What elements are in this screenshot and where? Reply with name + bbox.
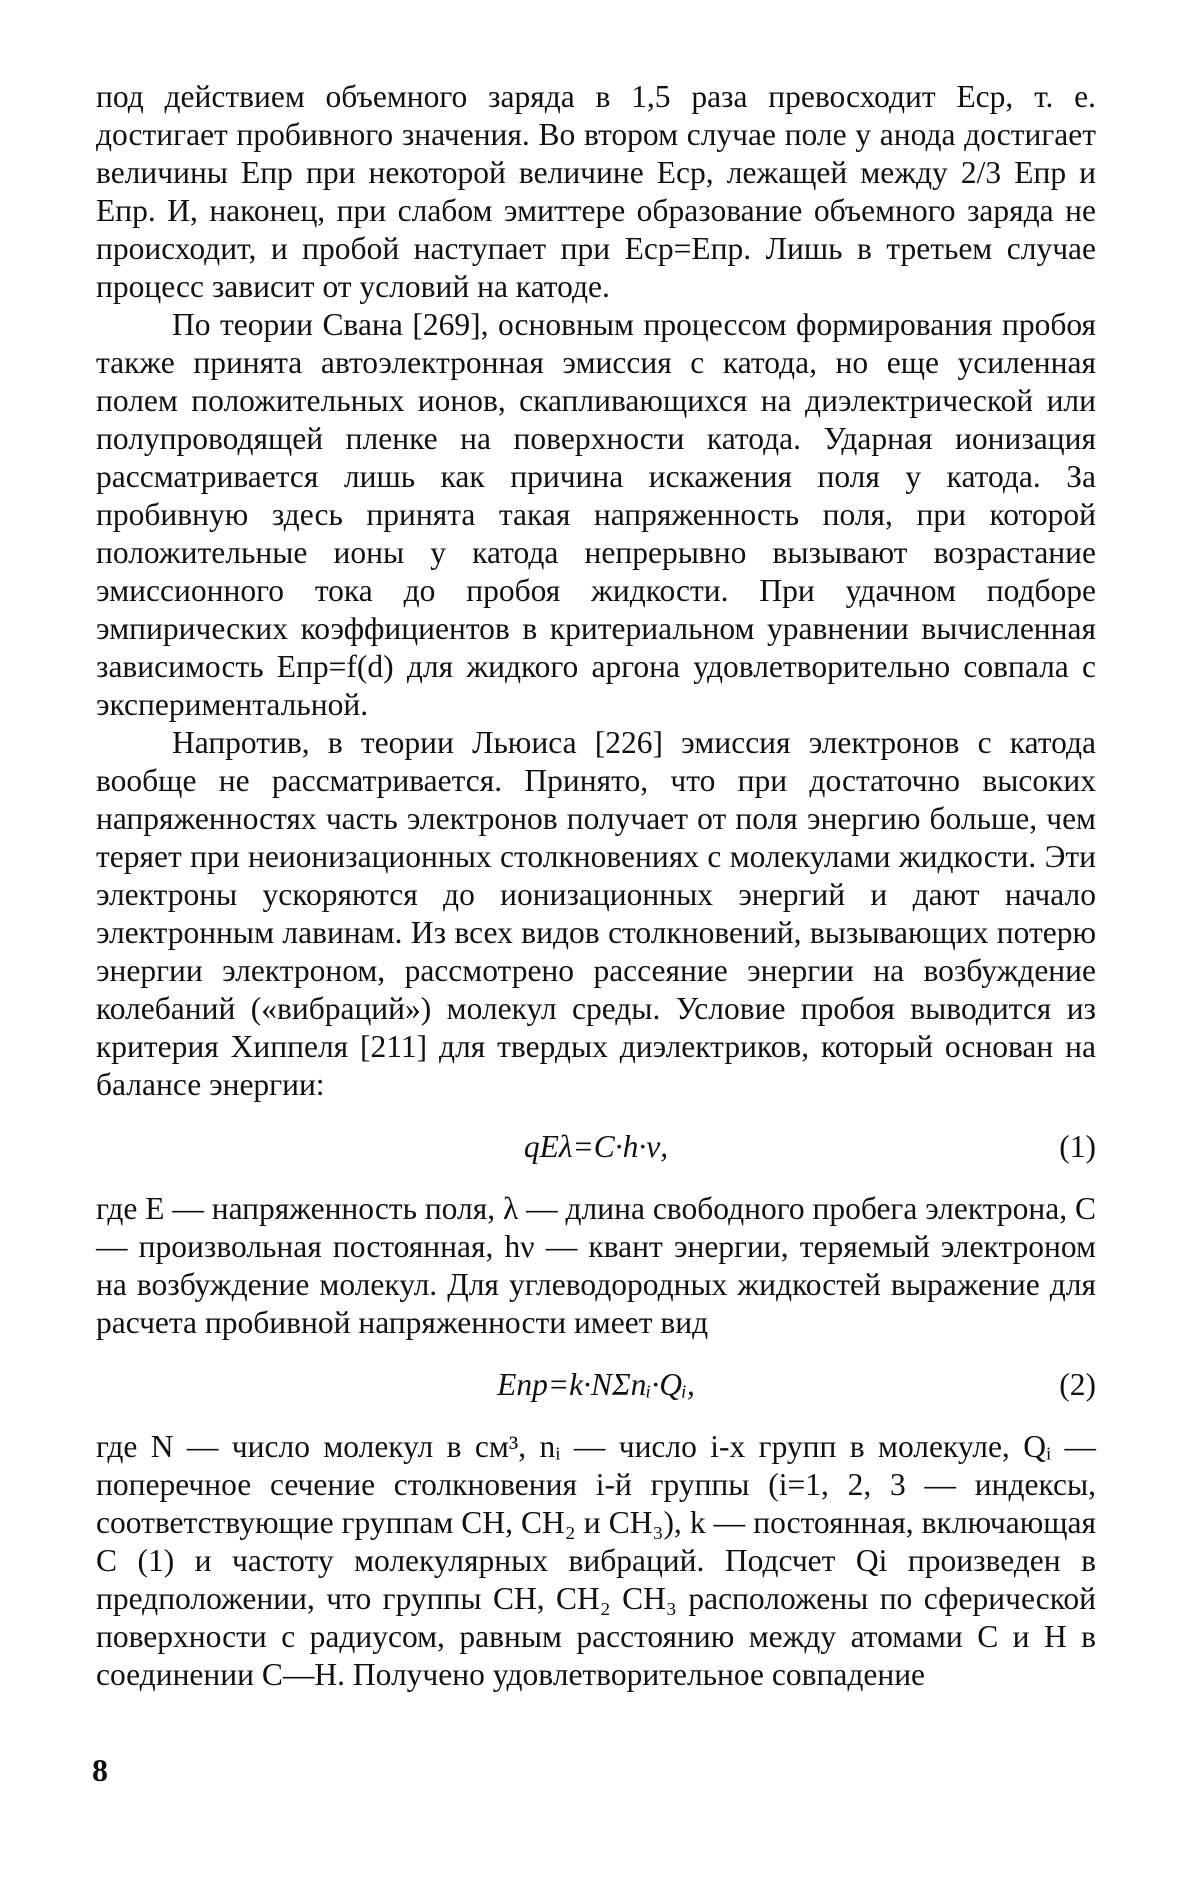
formula-1-number: (1) bbox=[1059, 1129, 1096, 1164]
page-body bbox=[96, 78, 1096, 1694]
formula-1-expression: qEλ=C·h·ν, bbox=[523, 1129, 669, 1164]
formula-2-number: (2) bbox=[1059, 1367, 1096, 1402]
paragraph-4: где E — напряженность поля, λ — длина свободного пробега электрона, C — произвольная постоянная, hν — квант энергии, теряемый электроном на возбуждение молекул. Для углеводородных жидкостей выражение для расчета пробивной напряженности имеет вид bbox=[96, 1191, 1096, 1340]
paragraph-5: где N — число молекул в см³, nᵢ — число i-х групп в молекуле, Qᵢ — поперечное сечение столкновения i-й группы (i=1, 2, 3 — индексы, соответствующие группам CH, CH₂ и CH₃), k — постоянная, включающая C (1) и частоту молекулярных вибраций. Подсчет Qi произведен в предположении, что группы CH, CH₂ CH₃ расположены по сферической поверхности с радиусом, равным расстоянию между атомами C и H в соединении C—H. Получено удовлетворительное совпадение bbox=[96, 1429, 1096, 1692]
page-number: 8 bbox=[92, 1752, 108, 1788]
formula-2-expression: Eпр=k·NΣnᵢ·Qᵢ, bbox=[497, 1367, 695, 1402]
formula-1 bbox=[96, 1128, 1096, 1166]
paragraph-3: Напротив, в теории Льюиса [226] эмиссия электронов с катода вообще не рассматривается. Принято, что при достаточно высоких напряженностях часть электронов получает от поля энергию больше, чем теряет при неионизационных столкновениях с молекулами жидкости. Эти электроны ускоряются до ионизационных энергий и дают начало электронным лавинам. Из всех видов столкновений, вызывающих потерю энергии электроном, рассмотрено рассеяние энергии на возбуждение колебаний («вибраций») молекул среды. Условие пробоя выводится из критерия Хиппеля [211] для твердых диэлектриков, который основан на балансе энергии: bbox=[96, 725, 1096, 1102]
paragraph-2: По теории Свана [269], основным процессом формирования пробоя также принята автоэлектронная эмиссия с катода, но еще усиленная полем положительных ионов, скапливающихся на диэлектрической или полупроводящей пленке на поверхности катода. Ударная ионизация рассматривается лишь как причина искажения поля у катода. За пробивную здесь принята такая напряженность поля, при которой положительные ионы у катода непрерывно вызывают возрастание эмиссионного тока до пробоя жидкости. При удачном подборе эмпирических коэффициентов в критериальном уравнении вычисленная зависимость Eпр=f(d) для жидкого аргона удовлетворительно совпала с экспериментальной. bbox=[96, 307, 1096, 722]
formula-2 bbox=[96, 1366, 1096, 1404]
paragraph-1: под действием объемного заряда в 1,5 раза превосходит Eср, т. е. достигает пробивного значения. Во втором случае поле у анода достигает величины Eпр при некоторой величине Eср, лежащей между 2/3 Eпр и Eпр. И, наконец, при слабом эмиттере образование объемного заряда не происходит, и пробой наступает при Eср=Eпр. Лишь в третьем случае процесс зависит от условий на катоде. bbox=[96, 79, 1096, 304]
